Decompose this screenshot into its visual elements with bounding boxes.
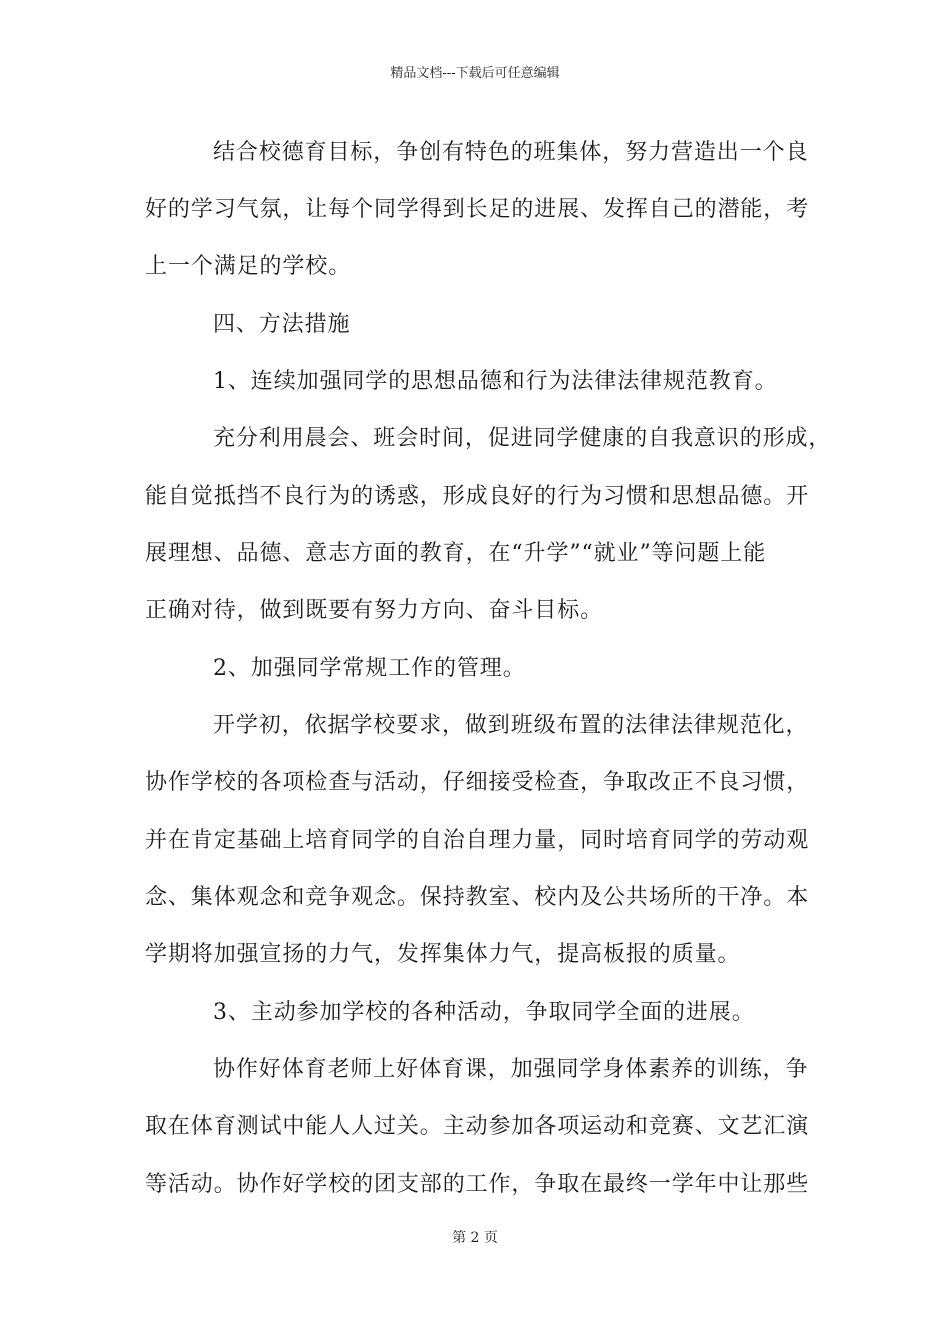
- paragraph-line: 上一个满足的学校。: [145, 254, 352, 279]
- subsection-heading: 2、加强同学常规工作的管理。: [213, 656, 526, 681]
- paragraph-line: 开学初，依据学校要求，做到班级布置的法律法律规范化，: [213, 713, 809, 738]
- paragraph-line: 协作好体育老师上好体育课，加强同学身体素养的训练，争: [213, 1057, 809, 1082]
- paragraph-line: 等活动。协作好学校的团支部的工作，争取在最终一学年中让那些: [145, 1172, 810, 1197]
- paragraph-line: 充分利用晨会、班会时间，促进同学健康的自我意识的形成，: [213, 426, 832, 451]
- subsection-heading: 1、连续加强同学的思想品德和行为法律法律规范教育。: [213, 369, 778, 394]
- paragraph-line: 正确对待，做到既要有努力方向、奋斗目标。: [145, 598, 604, 623]
- paragraph-line: 结合校德育目标，争创有特色的班集体，努力营造出一个良: [213, 140, 809, 165]
- paragraph-line: 好的学习气氛，让每个同学得到长足的进展、发挥自己的潜能，考: [145, 197, 810, 222]
- page-number: 第 2 页: [452, 1230, 498, 1246]
- paragraph-line: 取在体育测试中能人人过关。主动参加各项运动和竞赛、文艺汇演: [145, 1114, 810, 1139]
- paragraph-line: 能自觉抵挡不良行为的诱惑，形成良好的行为习惯和思想品德。开: [145, 484, 810, 509]
- paragraph-line: 展理想、品德、意志方面的教育，在“升学”“就业”等问题上能: [145, 541, 767, 566]
- paragraph-line: 念、集体观念和竞争观念。保持教室、校内及公共场所的干净。本: [145, 885, 810, 910]
- subsection-heading: 3、主动参加学校的各种活动，争取同学全面的进展。: [213, 1000, 755, 1025]
- paragraph-line: 并在肯定基础上培育同学的自治自理力量，同时培育同学的劳动观: [145, 828, 810, 853]
- paragraph-line: 协作学校的各项检查与活动，仔细接受检查，争取改正不良习惯，: [145, 770, 810, 795]
- section-heading: 四、方法措施: [213, 312, 351, 337]
- paragraph-line: 学期将加强宣扬的力气，发挥集体力气，提高板报的质量。: [145, 942, 741, 967]
- page-header: 精品文档---下载后可任意编辑: [390, 66, 560, 81]
